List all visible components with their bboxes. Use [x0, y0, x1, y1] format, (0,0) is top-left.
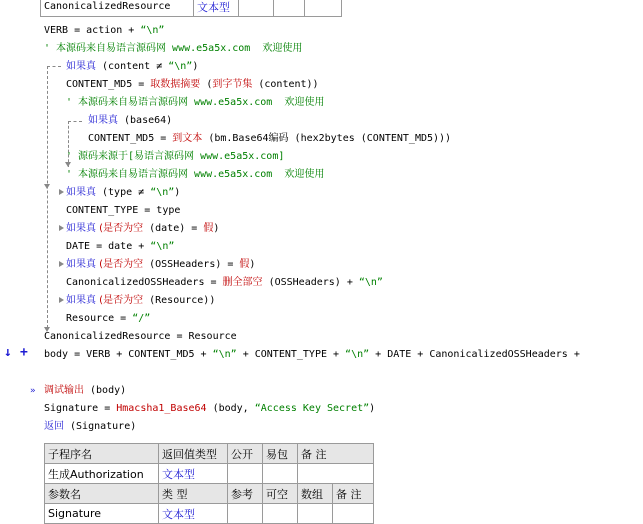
header-cell: 可空: [263, 484, 298, 504]
param-type-cell[interactable]: 文本型: [159, 504, 228, 524]
flow-arrow-icon: [59, 225, 64, 231]
header-cell: 参数名: [45, 484, 159, 504]
param-name-cell[interactable]: Signature: [45, 504, 159, 524]
remark-cell[interactable]: [298, 464, 374, 484]
header-cell: 类 型: [159, 484, 228, 504]
code-comment[interactable]: ' 本源码来自易语言源码网 www.e5a5x.com 欢迎使用: [66, 97, 325, 108]
flow-arrow-icon: [59, 189, 64, 195]
code-line[interactable]: 如果真 (是否为空 (date) = 假): [66, 223, 220, 234]
package-cell[interactable]: [263, 464, 298, 484]
public-cell[interactable]: [228, 464, 263, 484]
var-empty-cell[interactable]: [239, 0, 274, 17]
code-line[interactable]: VERB = action + “\n”: [44, 25, 165, 36]
down-arrow-icon: ↓: [4, 345, 12, 360]
breakpoint-arrow-icon: »: [30, 386, 36, 396]
code-line[interactable]: 返回 (Signature): [44, 421, 137, 432]
code-line[interactable]: 如果真 (是否为空 (OSSHeaders) = 假): [66, 259, 256, 270]
code-line[interactable]: CONTENT_MD5 = 到文本 (bm.Base64编码 (hex2bytes (CONTENT_MD5))): [88, 133, 452, 144]
code-line[interactable]: CanonicalizedResource = Resource: [44, 331, 237, 342]
code-comment[interactable]: ' 本源码来自易语言源码网 www.e5a5x.com 欢迎使用: [66, 169, 325, 180]
plus-icon[interactable]: +: [20, 345, 28, 360]
code-line-current[interactable]: body = VERB + CONTENT_MD5 + “\n” + CONTENT_TYPE + “\n” + DATE + CanonicalizedOSSHeaders +: [44, 349, 580, 360]
code-line[interactable]: 调试输出 (body): [44, 385, 127, 396]
tree-guide: [47, 66, 48, 328]
code-line[interactable]: DATE = date + “\n”: [66, 241, 175, 252]
subroutine-table: [44, 443, 374, 524]
param-ref-cell[interactable]: [228, 504, 263, 524]
header-cell: 备 注: [333, 484, 374, 504]
subroutine-name-cell[interactable]: 生成Authorization: [45, 464, 159, 484]
header-cell: 数组: [298, 484, 333, 504]
param-remark-cell[interactable]: [333, 504, 374, 524]
code-comment[interactable]: ' 本源码来自易语言源码网 www.e5a5x.com 欢迎使用: [44, 43, 303, 54]
header-cell: 参考: [228, 484, 263, 504]
flow-arrow-icon: [59, 261, 64, 267]
code-line[interactable]: 如果真 (content ≠ “\n”): [66, 61, 199, 72]
code-line[interactable]: CONTENT_TYPE = type: [66, 205, 181, 216]
header-cell: 子程序名: [45, 444, 159, 464]
var-name-cell[interactable]: CanonicalizedResource: [41, 0, 194, 17]
var-empty-cell[interactable]: [305, 0, 342, 17]
param-nullable-cell[interactable]: [263, 504, 298, 524]
code-line[interactable]: 如果真 (type ≠ “\n”): [66, 187, 181, 198]
flow-arrow-icon: [44, 184, 50, 189]
return-type-cell[interactable]: 文本型: [159, 464, 228, 484]
code-line[interactable]: 如果真 (是否为空 (Resource)): [66, 295, 216, 306]
code-line[interactable]: 如果真 (base64): [88, 115, 173, 126]
tree-guide: [68, 121, 82, 122]
tree-guide: [47, 66, 61, 67]
code-comment[interactable]: ' 源码来源于[易语言源码网 www.e5a5x.com]: [66, 151, 285, 162]
code-line[interactable]: Resource = “/”: [66, 313, 151, 324]
code-line[interactable]: CONTENT_MD5 = 取数据摘要 (到字节集 (content)): [66, 79, 319, 90]
code-line[interactable]: CanonicalizedOSSHeaders = 删全部空 (OSSHeaders) + “\n”: [66, 277, 383, 288]
code-line[interactable]: Signature = Hmacsha1_Base64 (body, “Access Key Secret”): [44, 403, 376, 414]
param-array-cell[interactable]: [298, 504, 333, 524]
header-cell: 公开: [228, 444, 263, 464]
var-empty-cell[interactable]: [274, 0, 305, 17]
var-type-cell[interactable]: 文本型: [194, 0, 239, 17]
header-cell: 备 注: [298, 444, 374, 464]
header-cell: 易包: [263, 444, 298, 464]
header-cell: 返回值类型: [159, 444, 228, 464]
var-table-top: [40, 0, 342, 17]
flow-arrow-icon: [59, 297, 64, 303]
